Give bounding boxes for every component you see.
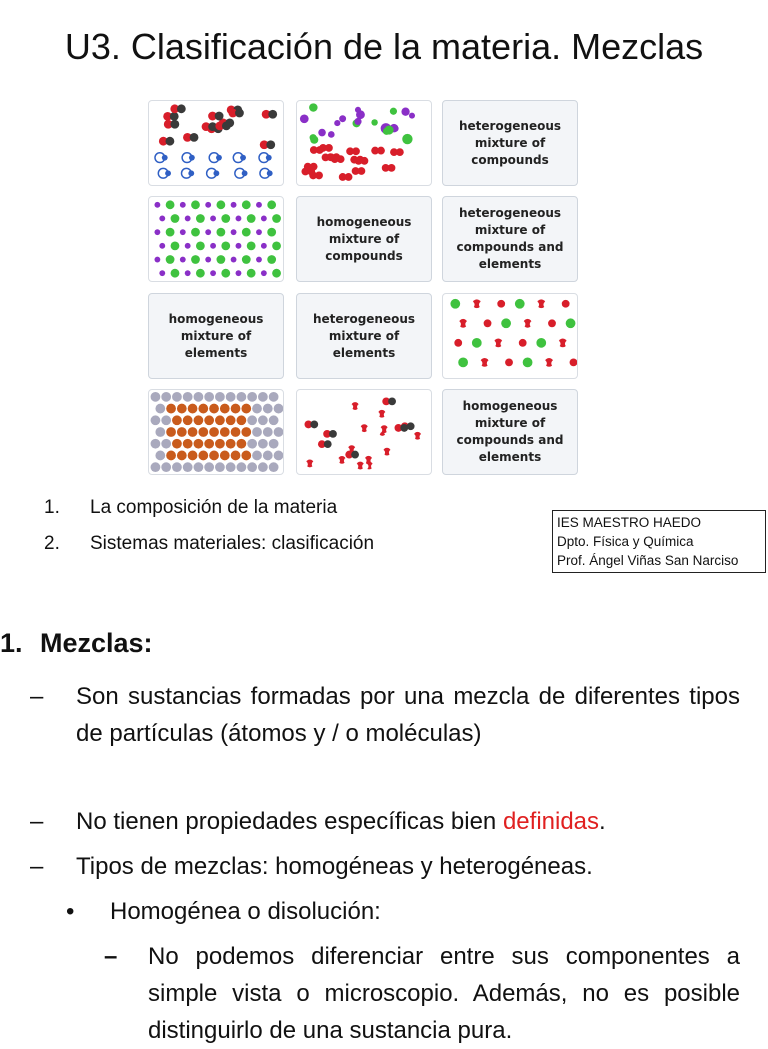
label-card-text: heterogeneous mixture of elements — [312, 311, 416, 360]
toc-text: Sistemas materiales: clasificación — [90, 533, 375, 554]
table-of-contents — [44, 494, 374, 566]
section-title: Mezclas: — [40, 628, 153, 658]
sub-item-text: No podemos diferenciar entre sus componentes a simple vista o microscopio. Además, no es posible distinguirlo de una sustancia pura. — [148, 943, 740, 1044]
credit-box — [552, 510, 766, 573]
particles-svg — [297, 101, 431, 185]
bullet-text: Homogénea o disolución: — [110, 898, 381, 925]
label-card-homogeneous-elements[interactable] — [148, 293, 284, 379]
label-card-heterogeneous-compounds-elements[interactable] — [442, 196, 578, 282]
particles-svg — [443, 294, 577, 378]
school-name: IES MAESTRO HAEDO — [557, 515, 702, 530]
particles-svg — [297, 390, 431, 474]
label-card-text: heterogeneous mixture of compounds and elements — [456, 206, 564, 271]
item-text-part: No tienen propiedades específicas bien — [76, 808, 503, 835]
dash-marker: – — [30, 853, 44, 880]
homogeneous-elements-image[interactable] — [148, 196, 284, 282]
heterogeneous-compounds-image-2[interactable] — [296, 389, 432, 475]
heterogeneous-compounds-image[interactable] — [148, 100, 284, 186]
teacher-name: Prof. Ángel Viñas San Narciso — [557, 553, 739, 568]
heterogeneous-elements-image-2[interactable] — [148, 389, 284, 475]
label-card-text: homogeneous mixture of compounds and elements — [456, 399, 564, 464]
label-card-homogeneous-compounds[interactable] — [296, 196, 432, 282]
dash-marker: – — [30, 808, 44, 835]
dash-marker: – — [30, 683, 44, 710]
page-title: U3. Clasificación de la materia. Mezclas — [64, 26, 704, 67]
item-text-part: . — [599, 808, 606, 835]
item-text — [76, 803, 740, 840]
particles-svg — [149, 390, 283, 474]
label-card-heterogeneous-compounds[interactable] — [442, 100, 578, 186]
label-card-heterogeneous-elements[interactable] — [296, 293, 432, 379]
particles-svg — [149, 101, 283, 185]
toc-number: 1. — [44, 497, 60, 518]
section-heading — [0, 628, 153, 659]
toc-item — [44, 494, 374, 530]
department: Dpto. Física y Química — [557, 534, 694, 549]
item-text: Tipos de mezclas: homogéneas y heterogéneas. — [76, 853, 593, 880]
label-card-text: homogeneous mixture of elements — [168, 311, 264, 360]
section-number: 1. — [0, 628, 23, 658]
toc-text: La composición de la materia — [90, 497, 338, 518]
particles-svg — [149, 197, 283, 281]
item-text: Son sustancias formadas por una mezcla de diferentes tipos de partículas (átomos y / o moléculas) — [76, 683, 740, 747]
label-card-homogeneous-compounds-elements[interactable] — [442, 389, 578, 475]
homogeneous-compounds-elements-image[interactable] — [442, 293, 578, 379]
toc-number: 2. — [44, 533, 60, 554]
mixture-classification-grid — [148, 100, 580, 476]
label-card-text: heterogeneous mixture of compounds — [458, 118, 562, 167]
dash-marker: – — [104, 943, 118, 970]
toc-item — [44, 530, 374, 566]
bullet-marker: • — [66, 898, 75, 925]
heterogeneous-elements-image[interactable] — [296, 100, 432, 186]
label-card-text: homogeneous mixture of compounds — [316, 214, 412, 263]
highlighted-word: definidas — [502, 808, 600, 835]
